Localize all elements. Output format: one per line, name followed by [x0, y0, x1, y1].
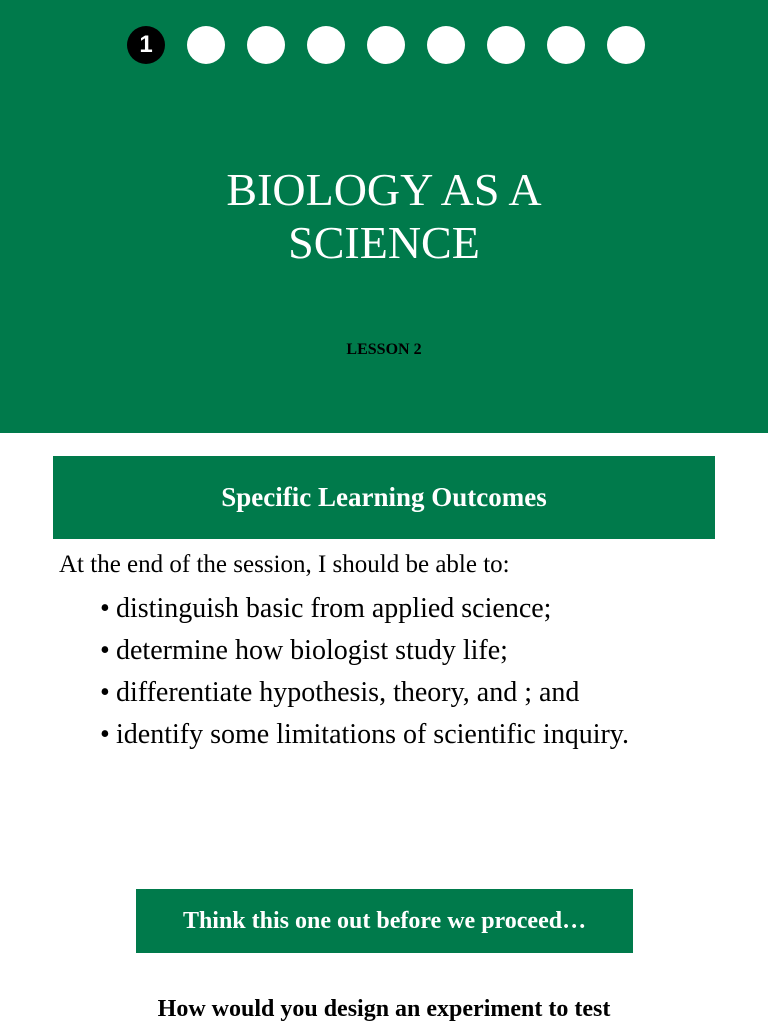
page-title [0, 163, 768, 269]
progress-step-dot [367, 26, 405, 64]
progress-step-dot [427, 26, 465, 64]
progress-step-dot [307, 26, 345, 64]
list-item-text: distinguish basic from applied science; [116, 593, 552, 624]
progress-step-dot [547, 26, 585, 64]
progress-step-dot [187, 26, 225, 64]
progress-step-dot [607, 26, 645, 64]
bullet-icon: • [100, 719, 110, 750]
think-heading: Think this one out before we proceed… [136, 889, 633, 953]
page-title-line-2: SCIENCE [288, 217, 480, 268]
list-item-text: differentiate hypothesis, theory, and ; and [116, 677, 580, 708]
outcomes-intro: At the end of the session, I should be able to: [59, 551, 510, 578]
list-item-text: identify some limitations of scientific inquiry. [116, 719, 629, 750]
question-text: How would you design an experiment to test [157, 996, 611, 1022]
title-header [0, 0, 768, 433]
progress-step-dot [487, 26, 525, 64]
outcomes-heading: Specific Learning Outcomes [53, 456, 715, 539]
list-item [100, 714, 629, 756]
list-item [100, 672, 629, 714]
bullet-icon: • [100, 677, 110, 708]
bullet-icon: • [100, 635, 110, 666]
outcomes-list [100, 588, 629, 756]
progress-step-dot [247, 26, 285, 64]
lesson-label: LESSON 2 [346, 341, 422, 358]
list-item [100, 630, 629, 672]
page-title-line-1: BIOLOGY AS A [226, 164, 542, 215]
list-item [100, 588, 629, 630]
progress-step-current: 1 [127, 26, 165, 64]
list-item-text: determine how biologist study life; [116, 635, 508, 666]
bullet-icon: • [100, 593, 110, 624]
